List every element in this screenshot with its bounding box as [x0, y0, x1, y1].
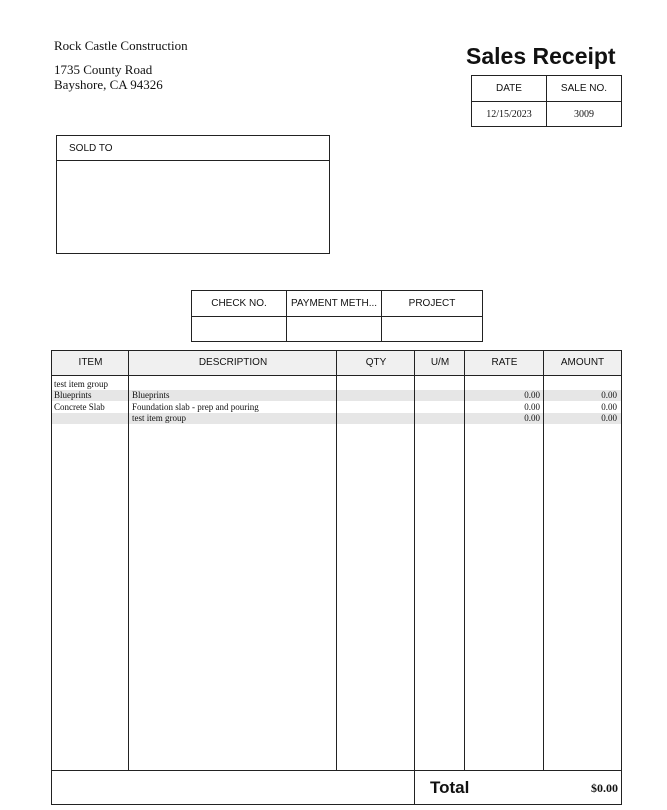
description-cell [132, 379, 335, 390]
company-block [54, 38, 188, 92]
project-value [382, 317, 483, 342]
total-value: $0.00 [591, 781, 618, 795]
description-column-header: DESCRIPTION [198, 357, 268, 368]
total-label: Total [430, 778, 470, 797]
column-divider [414, 351, 415, 804]
company-name: Rock Castle Construction [54, 38, 188, 53]
column-divider [128, 351, 129, 770]
date-value: 12/15/2023 [472, 102, 547, 127]
description-cell: test item group [132, 413, 186, 423]
sale-no-header: SALE NO. [547, 76, 622, 102]
column-divider [464, 351, 465, 770]
project-header: PROJECT [382, 291, 483, 317]
line-items-table [51, 350, 622, 805]
amount-column-header: AMOUNT [560, 357, 605, 368]
amount-cell: 0.00 [601, 402, 617, 412]
amount-cell: 0.00 [601, 390, 617, 400]
qty-column-header: QTY [365, 357, 387, 368]
sold-to-box [56, 135, 330, 254]
description-cell: Blueprints [132, 390, 170, 400]
total-row-divider [52, 770, 621, 771]
payment-info-table [191, 290, 483, 342]
rate-column-header: RATE [491, 357, 518, 368]
check-no-value [192, 317, 287, 342]
item-cell [54, 413, 128, 424]
receipt-meta-table [471, 75, 622, 127]
payment-method-header: PAYMENT METH... [287, 291, 382, 317]
amount-cell [545, 379, 617, 390]
payment-method-value [287, 317, 382, 342]
rate-cell: 0.00 [524, 413, 540, 423]
amount-cell: 0.00 [601, 413, 617, 423]
column-divider [543, 351, 544, 770]
check-no-header: CHECK NO. [192, 291, 287, 317]
column-divider [336, 351, 337, 770]
description-cell: Foundation slab - prep and pouring [132, 402, 259, 412]
item-column-header: ITEM [78, 357, 103, 368]
rate-cell: 0.00 [524, 390, 540, 400]
sale-no-value: 3009 [547, 102, 622, 127]
date-header: DATE [472, 76, 547, 102]
company-address-line1: 1735 County Road [54, 62, 153, 77]
item-cell: Concrete Slab [54, 402, 105, 412]
rate-cell [466, 379, 540, 390]
document-title: Sales Receipt [466, 43, 616, 69]
sold-to-header: SOLD TO [57, 136, 329, 161]
um-column-header: U/M [430, 357, 450, 368]
company-address-line2: Bayshore, CA 94326 [54, 77, 163, 92]
item-cell: test item group [54, 379, 108, 389]
rate-cell: 0.00 [524, 402, 540, 412]
item-cell: Blueprints [54, 390, 92, 400]
